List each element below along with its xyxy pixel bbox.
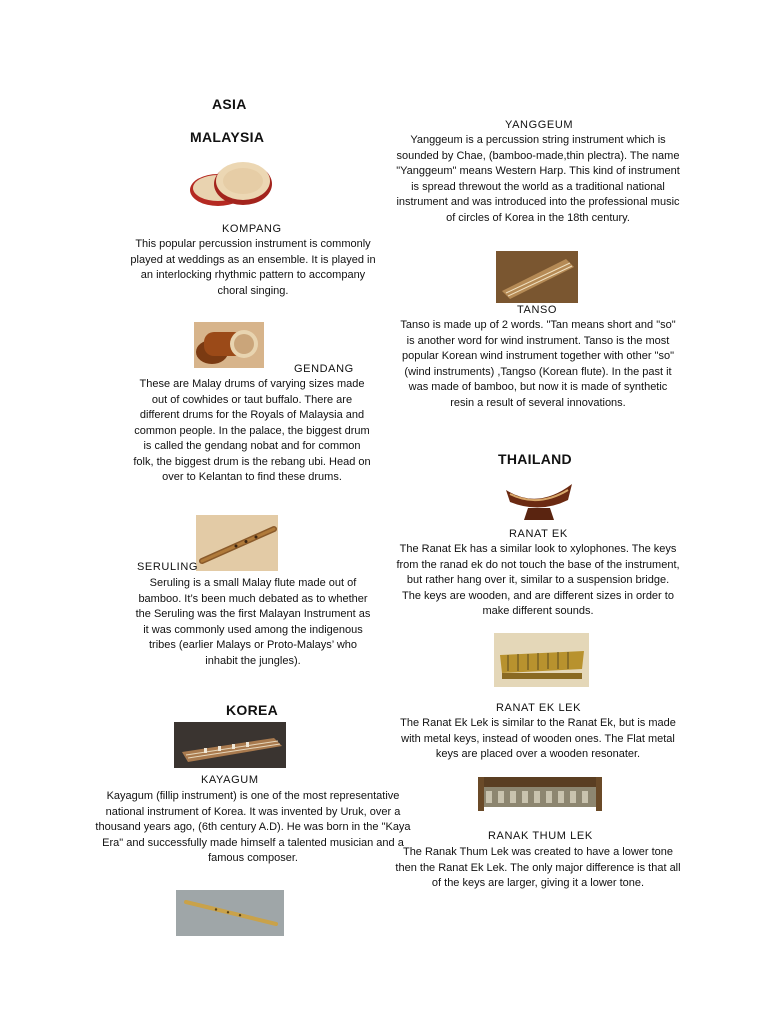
ranat-ek-lek-name: RANAT EK LEK bbox=[496, 702, 582, 714]
yanggeum-image bbox=[496, 251, 578, 303]
korea-heading: KOREA bbox=[226, 702, 279, 718]
ranak-thum-lek-image bbox=[474, 769, 606, 817]
kompang-name: KOMPANG bbox=[222, 223, 282, 235]
ranak-thum-lek-name: RANAK THUM LEK bbox=[488, 830, 593, 842]
kayagum-name: KAYAGUM bbox=[201, 774, 259, 786]
ranat-ek-name: RANAT EK bbox=[509, 528, 568, 540]
gendang-image bbox=[194, 322, 264, 368]
tanso-image bbox=[176, 890, 284, 936]
tanso-name: TANSO bbox=[517, 304, 558, 316]
ranat-ek-image bbox=[502, 480, 576, 524]
kayagum-description: Kayagum (fillip instrument) is one of the most representative national instrument of Korea. It was invented by Uruk, over a thousand years ago, (6th century A.D). He was born in the "Kaya Era" and successfully made himself a talented musician and a famous composer. bbox=[95, 790, 411, 864]
ranat-ek-description: The Ranat Ek has a similar look to xylophones. The keys from the ranad ek do not touch the base of the instrument, but rather hang over it, similar to a suspension bridge. The keys are wooden, and are different sizes in order to make different sounds. bbox=[396, 543, 680, 617]
tanso-description: Tanso is made up of 2 words. "Tan means short and "so" is another word for wind instrument. Tanso is the most popular Korean wind instrument together with other "so" (wind instruments) ,Tangso (Korean flute). In the past it was made of bamboo, but now it is made of synthetic resin a result of several innovations. bbox=[400, 319, 676, 409]
yanggeum-description: Yanggeum is a percussion string instrument which is sounded by Chae, (bamboo-made,thin plectra). The name "Yanggeum" means Western Harp. This kind of instrument is spread threwout the world as a traditional national instrument and was introduced into the professional music of circles of Korea in the 18th century. bbox=[396, 134, 680, 224]
kompang-image bbox=[188, 158, 274, 210]
asia-title: ASIA bbox=[212, 96, 247, 112]
ranat-ek-lek-image bbox=[494, 633, 589, 687]
gendang-name: GENDANG bbox=[294, 363, 354, 375]
kayagum-image bbox=[174, 722, 286, 768]
gendang-description: These are Malay drums of varying sizes made out of cowhides or taut buffalo. There are different drums for the Royals of Malaysia and common people. In the palace, the biggest drum is called the gendang nobat and for common folk, the biggest drum is the rebang ubi. Head on over to Kelantan to find these drums. bbox=[133, 378, 371, 483]
seruling-image bbox=[196, 515, 278, 571]
thailand-heading: THAILAND bbox=[498, 451, 572, 467]
seruling-name: SERULING bbox=[137, 561, 199, 573]
yanggeum-name: YANGGEUM bbox=[505, 119, 574, 131]
kompang-description: This popular percussion instrument is commonly played at weddings as an ensemble. It is played in an interlocking rhythmic pattern to accompany choral singing. bbox=[130, 238, 376, 297]
ranat-ek-lek-description: The Ranat Ek Lek is similar to the Ranat Ek, but is made with metal keys, instead of wooden ones. The Flat metal keys are placed over a wooden resonater. bbox=[400, 717, 676, 760]
ranak-thum-lek-description: The Ranak Thum Lek was created to have a lower tone then the Ranat Ek Lek. The only major difference is that all of the keys are larger, giving it a lower tone. bbox=[395, 846, 681, 889]
malaysia-heading: MALAYSIA bbox=[190, 129, 265, 145]
seruling-description: Seruling is a small Malay flute made out of bamboo. It’s been much debated as to whether the Seruling was the first Malayan Instrument as it was commonly used among the indigenous tribes (earlier Malays or Proto-Malays’ who inhabit the jungles). bbox=[135, 577, 371, 667]
